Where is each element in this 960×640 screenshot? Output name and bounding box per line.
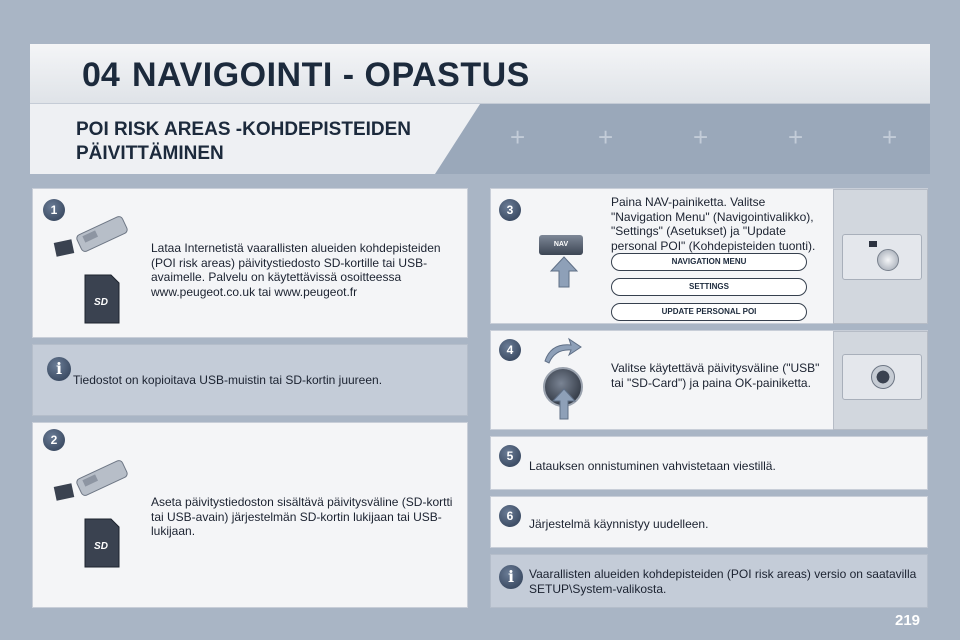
step-3-text: Paina NAV-painiketta. Valitse "Navigation Menu" (Navigointivalikko), "Settings" (Asetukset) ja "Update personal POI" (Kohdepisteiden tuonti). [611,195,816,253]
step-4-panel [490,330,928,430]
chapter-number: 04 [82,56,120,94]
sd-logo: SD [94,541,108,552]
radio-faceplate [842,354,922,400]
nav-key-highlight [869,241,877,247]
nav-key: NAV [539,235,583,255]
info-2-text: Vaarallisten alueiden kohdepisteiden (POI risk areas) versio on saatavilla SETUP\System-valikosta. [529,567,917,596]
decor-plus-icon: + [598,122,614,152]
info-1-panel [32,344,468,416]
step-1-panel [32,188,468,338]
decor-plus-icon: + [882,122,898,152]
press-arrow-icon [549,255,579,289]
settings-button[interactable]: SETTINGS [611,278,807,296]
decor-plus-icon: + [510,122,526,152]
info-icon: i [499,565,523,589]
section-title: POI RISK AREAS -KOHDEPISTEIDEN PÄIVITTÄMINEN [76,119,412,164]
rotate-arrow-icon [541,337,583,365]
step-6-panel [490,496,928,548]
step-number-badge: 2 [43,429,65,451]
step-number-badge: 5 [499,445,521,467]
ok-button-highlight [871,365,895,389]
step-number-badge: 1 [43,199,65,221]
step-2-text: Aseta päivitystiedoston sisältävä päivitysväline (SD-kortti tai USB-avain) järjestelmän SD-kortin lukijaan tai USB-lukijaan. [151,495,453,538]
navigation-menu-button[interactable]: NAVIGATION MENU [611,253,807,271]
radio-faceplate [842,234,922,280]
press-arrow-icon [551,387,577,421]
step-number-badge: 4 [499,339,521,361]
step-6-text: Järjestelmä käynnistyy uudelleen. [529,517,709,531]
radio-unit-image [833,189,928,324]
sd-logo: SD [94,297,108,308]
step-2-panel [32,422,468,608]
usb-key-icon [53,459,133,505]
sd-card-icon [81,517,121,569]
info-1-text: Tiedostot on kopioitava USB-muistin tai SD-kortin juureen. [73,373,383,387]
sd-card-icon [81,273,121,325]
decor-plus-icon: + [788,122,804,152]
step-5-panel [490,436,928,490]
step-1-text: Lataa Internetistä vaarallisten alueiden kohdepisteiden (POI risk areas) päivitystiedosto SD-kortille tai USB-avaimelle. Palvelu on käytettävissä osoitteessa www.peugeot.co.uk tai www.peugeot.fr [151,241,441,299]
usb-key-icon [53,215,133,261]
radio-unit-image [833,331,928,430]
page-number: 219 [895,612,921,629]
update-personal-poi-button[interactable]: UPDATE PERSONAL POI [611,303,807,321]
info-icon: i [47,357,71,381]
info-2-panel [490,554,928,608]
step-4-text: Valitse käytettävä päivitysväline ("USB" tai "SD-Card") ja paina OK-painiketta. [611,361,820,390]
step-3-panel [490,188,928,324]
step-number-badge: 3 [499,199,521,221]
step-number-badge: 6 [499,505,521,527]
control-dial [877,249,899,271]
page-title: NAVIGOINTI - OPASTUS [132,56,530,94]
step-5-text: Latauksen onnistuminen vahvistetaan viestillä. [529,459,776,473]
decor-plus-icon: + [693,122,709,152]
